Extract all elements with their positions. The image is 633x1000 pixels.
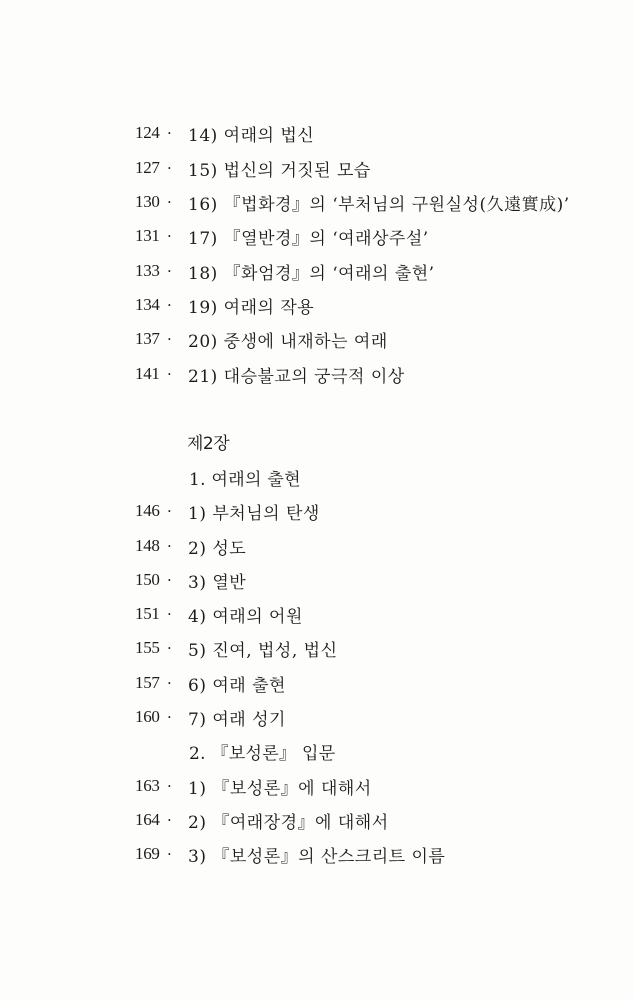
separator-dot: · <box>167 502 172 520</box>
entry-title: 2) 성도 <box>188 538 247 559</box>
separator-dot: · <box>167 605 172 623</box>
page-number: 163 <box>135 776 160 795</box>
page-number: 164 <box>135 810 160 829</box>
page-number: 151 <box>135 604 160 623</box>
entry-title: 1) 부처님의 탄생 <box>188 503 320 524</box>
entry-title: 6) 여래 출현 <box>188 675 286 696</box>
separator-dot: · <box>167 330 172 348</box>
separator-dot: · <box>167 708 172 726</box>
entry-title: 18) 『화엄경』의 ‘여래의 출현’ <box>188 263 435 284</box>
separator-dot: · <box>167 811 172 829</box>
separator-dot: · <box>167 159 172 177</box>
entry-title: 16) 『법화경』의 ‘부처님의 구원실성(久遠實成)’ <box>188 194 570 215</box>
entry-title: 4) 여래의 어원 <box>188 606 303 627</box>
entry-title: 7) 여래 성기 <box>188 709 286 730</box>
page-number: 160 <box>135 707 160 726</box>
page-number: 150 <box>135 570 160 589</box>
entry-title: 3) 『보성론』의 산스크리트 이름 <box>188 846 446 867</box>
separator-dot: · <box>167 262 172 280</box>
separator-dot: · <box>167 674 172 692</box>
separator-dot: · <box>167 777 172 795</box>
entry-title: 21) 대승불교의 궁극적 이상 <box>188 366 405 387</box>
separator-dot: · <box>167 571 172 589</box>
page-number: 133 <box>135 261 160 280</box>
page-number: 127 <box>135 158 160 177</box>
separator-dot: · <box>167 124 172 142</box>
entry-title: 15) 법신의 거짓된 모습 <box>188 160 371 181</box>
separator-dot: · <box>167 296 172 314</box>
page-number: 146 <box>135 501 160 520</box>
entry-title: 14) 여래의 법신 <box>188 125 315 146</box>
separator-dot: · <box>167 537 172 555</box>
page-number: 155 <box>135 638 160 657</box>
entry-title: 2) 『여래장경』에 대해서 <box>188 812 389 833</box>
page-number: 124 <box>135 123 160 142</box>
separator-dot: · <box>167 845 172 863</box>
page-number: 169 <box>135 844 160 863</box>
page-number: 131 <box>135 226 160 245</box>
page-number: 130 <box>135 192 160 211</box>
page-number: 137 <box>135 329 160 348</box>
entry-title: 19) 여래의 작용 <box>188 297 315 318</box>
chapter-heading: 제2장 <box>187 433 230 454</box>
section-heading: 1. 여래의 출현 <box>189 469 301 490</box>
page-number: 141 <box>135 364 160 383</box>
page-number: 148 <box>135 536 160 555</box>
entry-title: 3) 열반 <box>188 572 247 593</box>
section-heading: 2. 『보성론』 입문 <box>189 743 336 764</box>
page-number: 157 <box>135 673 160 692</box>
entry-title: 20) 중생에 내재하는 여래 <box>188 331 388 352</box>
entry-title: 17) 『열반경』의 ‘여래상주설’ <box>188 228 429 249</box>
separator-dot: · <box>167 193 172 211</box>
page-number: 134 <box>135 295 160 314</box>
separator-dot: · <box>167 227 172 245</box>
entry-title: 5) 진여, 법성, 법신 <box>188 640 338 661</box>
separator-dot: · <box>167 365 172 383</box>
entry-title: 1) 『보성론』에 대해서 <box>188 778 372 799</box>
separator-dot: · <box>167 639 172 657</box>
